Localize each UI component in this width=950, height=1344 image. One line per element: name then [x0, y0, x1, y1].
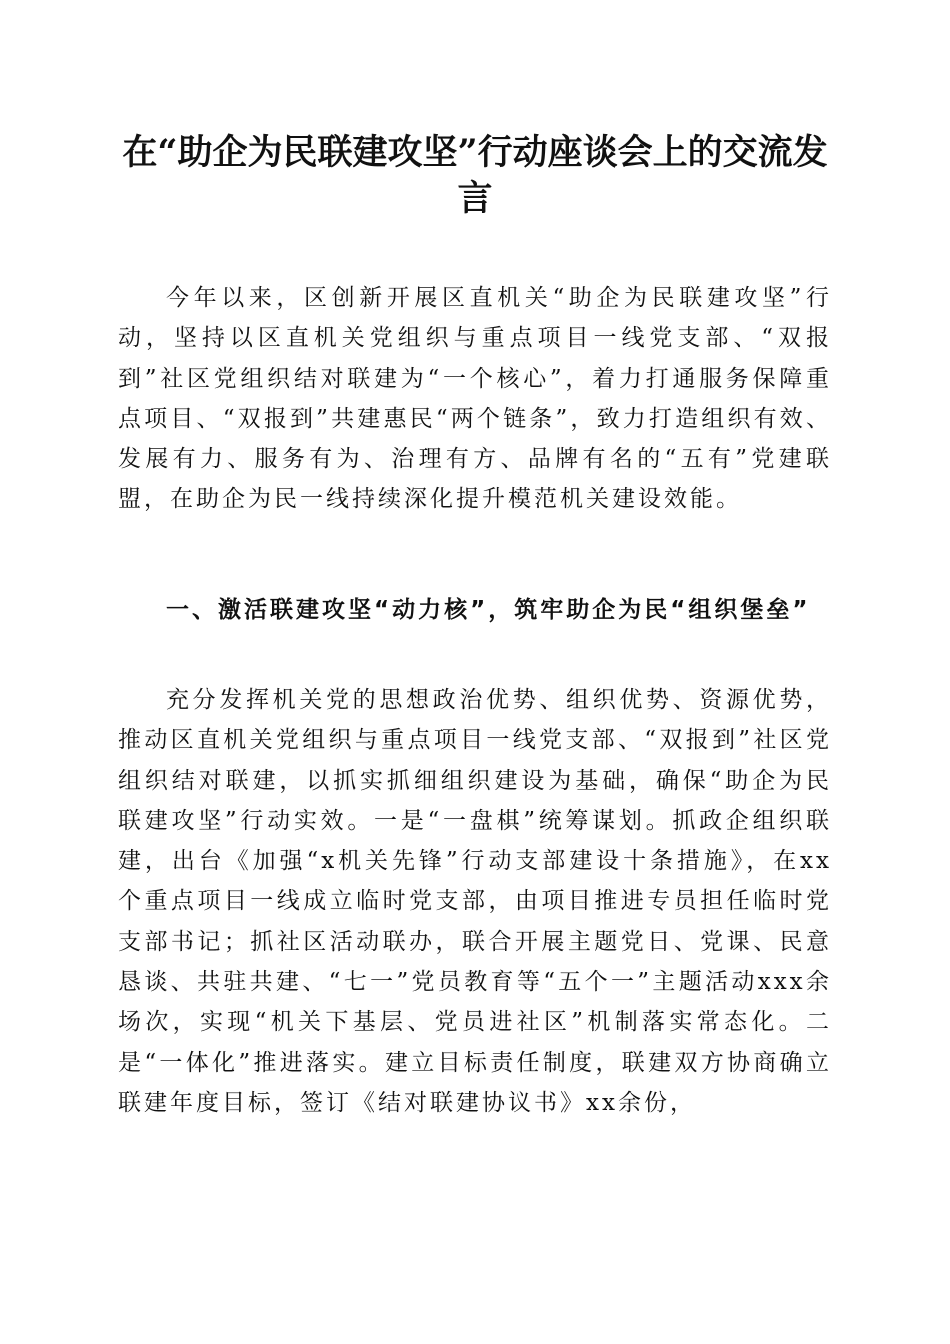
intro-paragraph: 今年以来，区创新开展区直机关“助企为民联建攻坚”行动，坚持以区直机关党组织与重点项目一线党支部、“双报到”社区党组织结对联建为“一个核心”，着力打通服务保障重点项目、“双报到”共建惠民“两个链条”，致力打造组织有效、发展有力、服务有为、治理有方、品牌有名的“五有”党建联盟，在助企为民一线持续深化提升模范机关建设效能。	[118, 285, 832, 513]
document-title: 在“助企为民联建攻坚”行动座谈会上的交流发言	[122, 132, 828, 219]
section-heading: 一、激活联建攻坚“动力核”，筑牢助企为民“组织堡垒”	[166, 597, 811, 623]
section-paragraph: 充分发挥机关党的思想政治优势、组织优势、资源优势，推动区直机关党组织与重点项目一线党支部、“双报到”社区党组织结对联建，以抓实抓细组织建设为基础，确保“助企为民联建攻坚”行动实效。一是“一盘棋”统筹谋划。抓政企组织联建，出台《加强“x机关先锋”行动支部建设十条措施》，在xx个重点项目一线成立临时党支部，由项目推进专员担任临时党支部书记；抓社区活动联办，联合开展主题党日、党课、民意恳谈、共驻共建、“七一”党员教育等“五个一”主题活动xxx余场次，实现“机关下基层、党员进社区”机制落实常态化。二是“一体化”推进落实。建立目标责任制度，联建双方协商确立联建年度目标，签订《结对联建协议书》xx余份，	[118, 687, 832, 1116]
